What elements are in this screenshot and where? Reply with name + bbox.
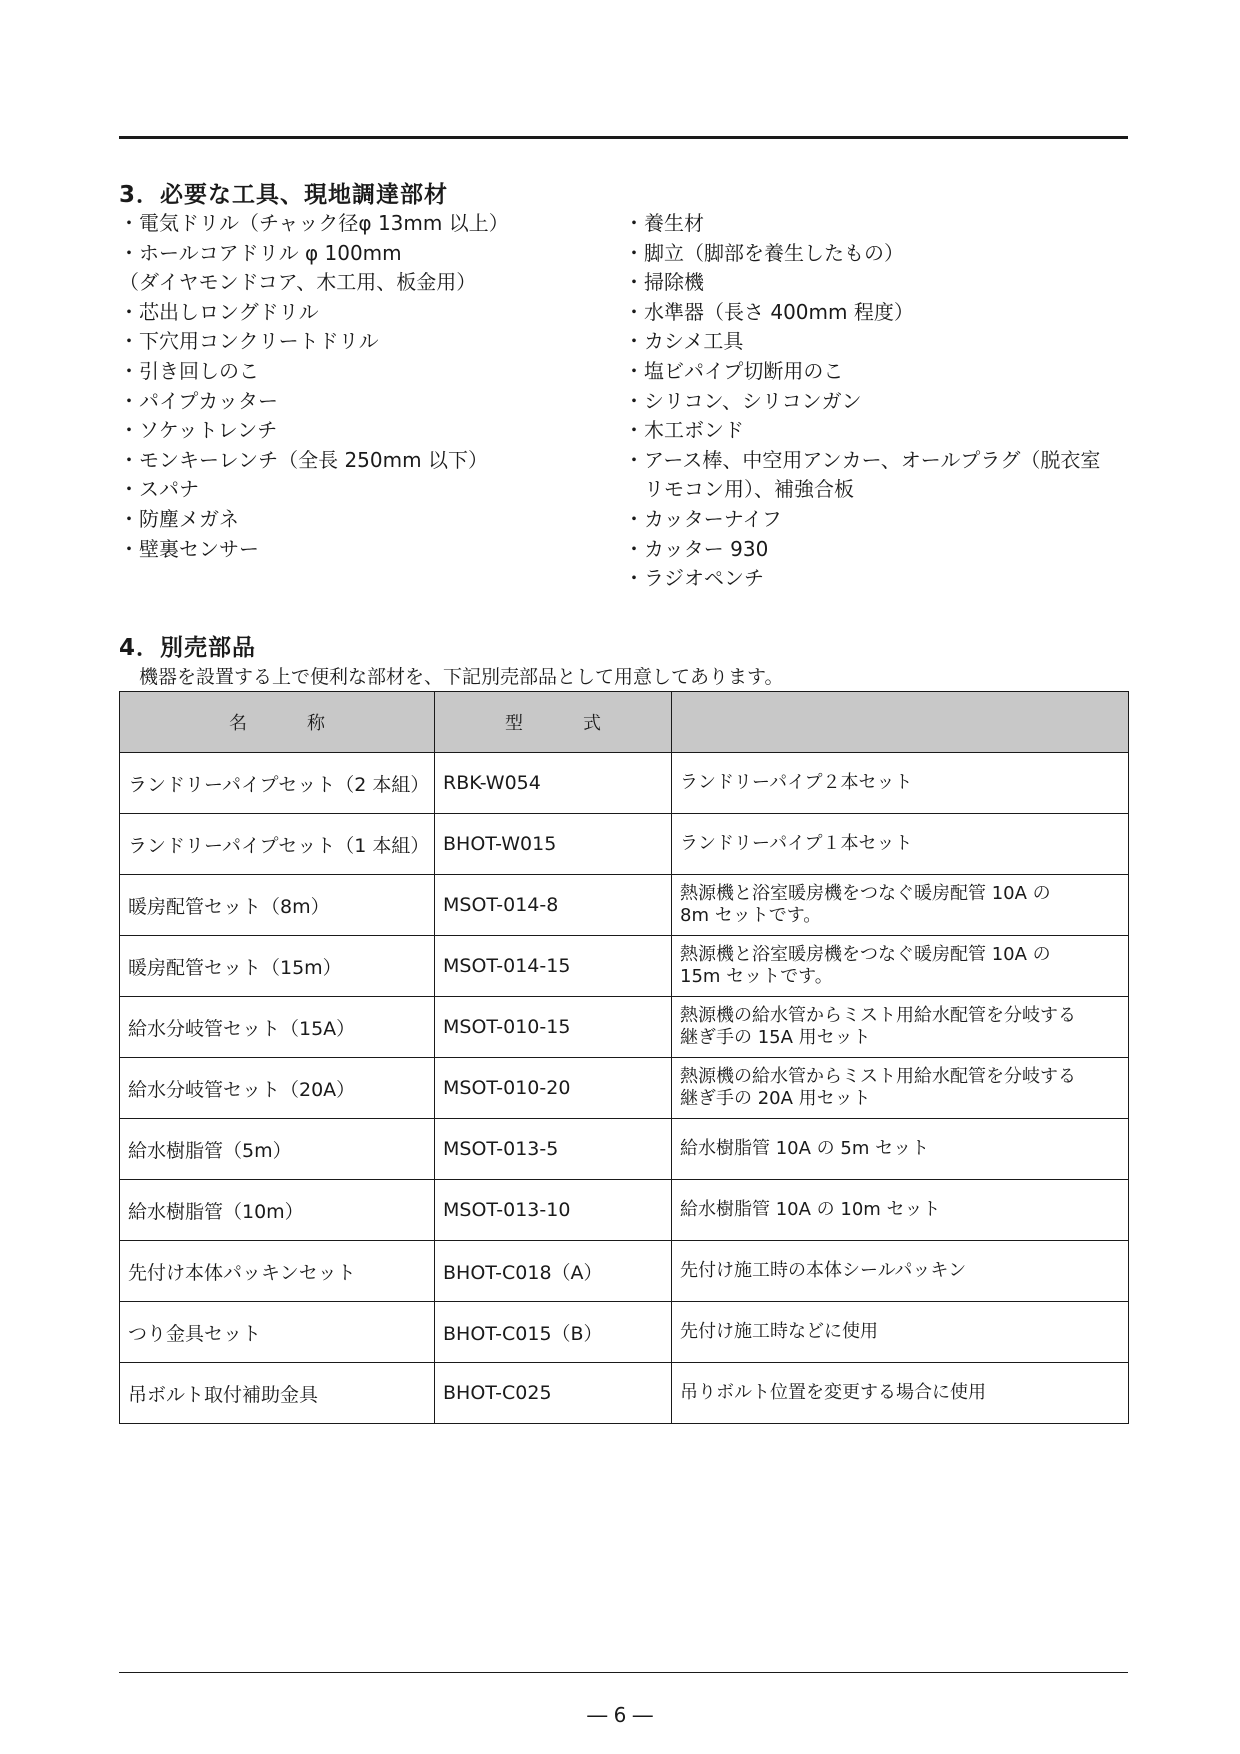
part-model-cell: MSOT-014-8 bbox=[435, 875, 672, 936]
list-item: （ダイヤモンドコア、木工用、板金用） bbox=[119, 270, 477, 295]
table-row bbox=[120, 1119, 1129, 1180]
table-row bbox=[120, 1180, 1129, 1241]
list-item: ・シリコン、シリコンガン bbox=[624, 388, 862, 413]
table-row bbox=[120, 1363, 1129, 1424]
part-model-cell: BHOT-C025 bbox=[435, 1363, 672, 1424]
part-name-cell: 給水分岐管セット（20A） bbox=[120, 1058, 435, 1119]
part-description-cell: 吊りボルト位置を変更する場合に使用 bbox=[672, 1363, 1129, 1424]
list-item: ・防塵メガネ bbox=[119, 506, 239, 531]
part-name-cell: 給水樹脂管（5m） bbox=[120, 1119, 435, 1180]
part-model-cell: MSOT-013-10 bbox=[435, 1180, 672, 1241]
part-description-cell: 熱源機の給水管からミスト用給水配管を分岐する 継ぎ手の 15A 用セット bbox=[672, 997, 1129, 1058]
list-item: ・養生材 bbox=[624, 211, 704, 235]
part-description-cell: 先付け施工時の本体シールパッキン bbox=[672, 1241, 1129, 1302]
optional-parts-table bbox=[119, 691, 1129, 1424]
bottom-rule bbox=[119, 1672, 1128, 1673]
part-model-cell: MSOT-013-5 bbox=[435, 1119, 672, 1180]
top-rule bbox=[119, 136, 1128, 139]
part-description-cell: 先付け施工時などに使用 bbox=[672, 1302, 1129, 1363]
part-name-cell: 給水樹脂管（10m） bbox=[120, 1180, 435, 1241]
part-model-cell: RBK-W054 bbox=[435, 753, 672, 814]
part-description-cell: ランドリーパイプ２本セット bbox=[672, 753, 1129, 814]
header-description bbox=[672, 692, 1129, 753]
table-row bbox=[120, 1241, 1129, 1302]
table-row bbox=[120, 997, 1129, 1058]
table-row bbox=[120, 936, 1129, 997]
list-item: ・モンキーレンチ（全長 250mm 以下） bbox=[119, 447, 488, 472]
section-3-title: 3．必要な工具、現地調達部材 bbox=[119, 182, 449, 208]
list-item: ・カッターナイフ bbox=[624, 506, 782, 531]
table-header-row bbox=[120, 692, 1129, 753]
part-name-cell: 吊ボルト取付補助金具 bbox=[120, 1363, 435, 1424]
list-item: ・塩ビパイプ切断用のこ bbox=[624, 358, 844, 383]
part-model-cell: BHOT-C015（B） bbox=[435, 1302, 672, 1363]
list-item: ・アース棒、中空用アンカー、オールプラグ（脱衣室 bbox=[624, 447, 1101, 472]
page-number: ― 6 ― bbox=[587, 1703, 653, 1727]
list-item: ・掃除機 bbox=[624, 270, 704, 295]
list-item: ・ソケットレンチ bbox=[119, 418, 278, 443]
list-item: ・カシメ工具 bbox=[624, 329, 744, 354]
header-model: 型式 bbox=[435, 692, 672, 753]
part-name-cell: 給水分岐管セット（15A） bbox=[120, 997, 435, 1058]
part-description-cell: 給水樹脂管 10A の 10m セット bbox=[672, 1180, 1129, 1241]
list-item: ・ホールコアドリル φ 100mm bbox=[119, 240, 402, 265]
tools-list-right bbox=[624, 209, 1100, 594]
part-description-cell: 熱源機と浴室暖房機をつなぐ暖房配管 10A の 15m セットです。 bbox=[672, 936, 1129, 997]
list-item: ・パイプカッター bbox=[119, 388, 278, 413]
header-name: 名称 bbox=[120, 692, 435, 753]
list-item: ・芯出しロングドリル bbox=[119, 299, 319, 324]
part-name-cell: 先付け本体パッキンセット bbox=[120, 1241, 435, 1302]
tools-list-left bbox=[119, 209, 509, 564]
part-description-cell: 熱源機の給水管からミスト用給水配管を分岐する 継ぎ手の 20A 用セット bbox=[672, 1058, 1129, 1119]
table-row bbox=[120, 814, 1129, 875]
list-item: ・水準器（長さ 400mm 程度） bbox=[624, 299, 914, 324]
part-name-cell: ランドリーパイプセット（2 本組） bbox=[120, 753, 435, 814]
table-row bbox=[120, 875, 1129, 936]
list-item: ・壁裏センサー bbox=[119, 536, 259, 561]
section-4-intro: 機器を設置する上で便利な部材を、下記別売部品として用意してあります。 bbox=[139, 666, 784, 688]
part-model-cell: MSOT-010-15 bbox=[435, 997, 672, 1058]
list-item: ・引き回しのこ bbox=[119, 358, 259, 383]
part-model-cell: BHOT-W015 bbox=[435, 814, 672, 875]
part-name-cell: つり金具セット bbox=[120, 1302, 435, 1363]
list-item: ・電気ドリル（チャック径φ 13mm 以上） bbox=[119, 211, 509, 235]
part-name-cell: ランドリーパイプセット（1 本組） bbox=[120, 814, 435, 875]
part-model-cell: MSOT-010-20 bbox=[435, 1058, 672, 1119]
part-model-cell: BHOT-C018（A） bbox=[435, 1241, 672, 1302]
part-description-cell: 給水樹脂管 10A の 5m セット bbox=[672, 1119, 1129, 1180]
part-name-cell: 暖房配管セット（8m） bbox=[120, 875, 435, 936]
table-row bbox=[120, 1058, 1129, 1119]
table-row bbox=[120, 753, 1129, 814]
list-item: リモコン用）、補強合板 bbox=[644, 477, 854, 502]
list-item: ・ラジオペンチ bbox=[624, 566, 764, 591]
part-model-cell: MSOT-014-15 bbox=[435, 936, 672, 997]
part-description-cell: 熱源機と浴室暖房機をつなぐ暖房配管 10A の 8m セットです。 bbox=[672, 875, 1129, 936]
list-item: ・スパナ bbox=[119, 477, 199, 502]
part-name-cell: 暖房配管セット（15m） bbox=[120, 936, 435, 997]
list-item: ・脚立（脚部を養生したもの） bbox=[624, 240, 904, 265]
part-description-cell: ランドリーパイプ１本セット bbox=[672, 814, 1129, 875]
list-item: ・木工ボンド bbox=[624, 418, 744, 443]
list-item: ・下穴用コンクリートドリル bbox=[119, 329, 379, 354]
section-4-title: 4．別売部品 bbox=[119, 635, 257, 661]
table-row bbox=[120, 1302, 1129, 1363]
list-item: ・カッター 930 bbox=[624, 536, 769, 561]
